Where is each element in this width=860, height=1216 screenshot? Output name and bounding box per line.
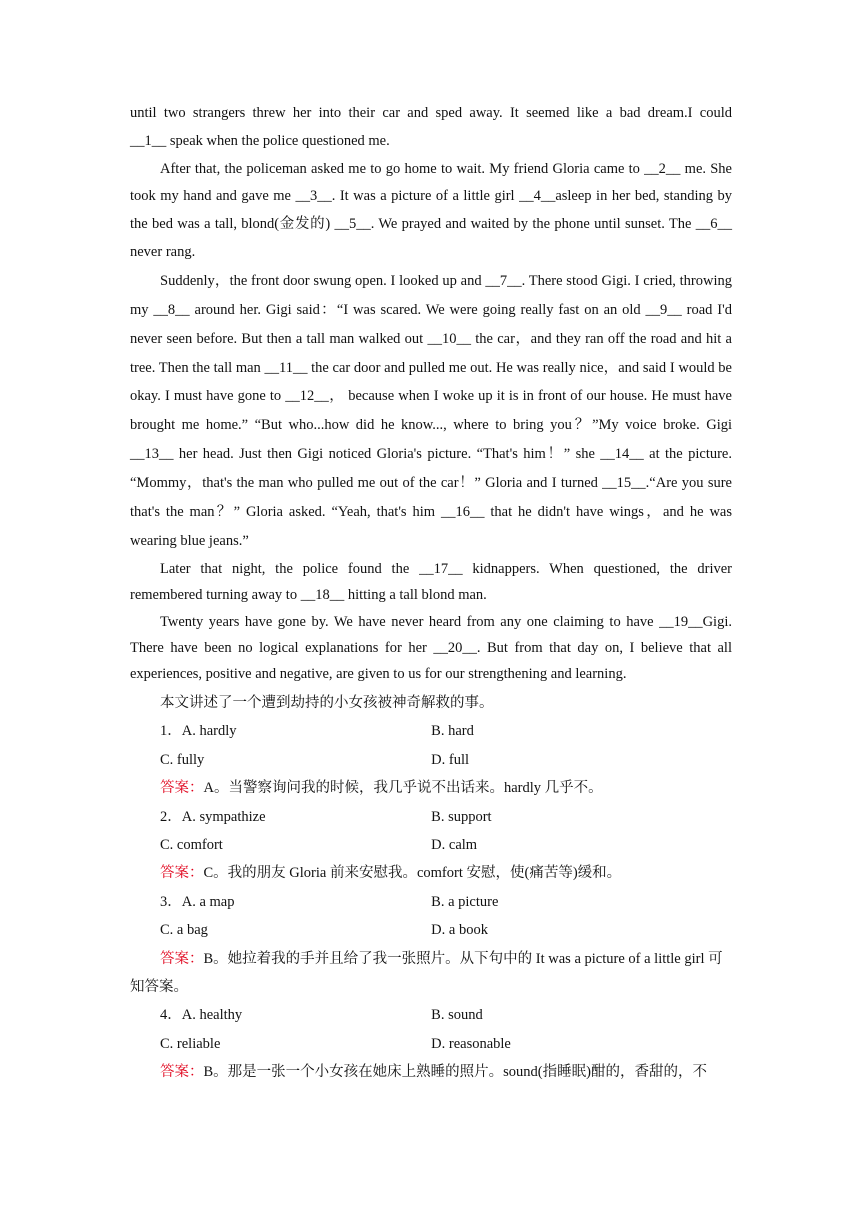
answer-text: B。她拉着我的手并且给了我一张照片。从下句中的 It was a picture of a little girl 可知答案。	[130, 950, 723, 996]
answer-label: 答案：	[160, 1064, 204, 1081]
answer-line	[130, 859, 732, 887]
option-c: C. reliable	[160, 1035, 221, 1052]
option-row	[130, 888, 732, 916]
passage-paragraph: After that, the policeman asked me to go home to wait. My friend Gloria came to __2__ me. She took my hand and gave me __3__. It was a picture of a little girl __4__asleep in her bed, standing by the bed was a tall, blond(金发的) __5__. We prayed and waited by the phone until sunset. The __6__ never rang.	[130, 160, 732, 260]
answer-line	[130, 774, 732, 802]
option-row	[130, 916, 732, 944]
answer-line	[130, 945, 732, 1002]
question-number: 1．	[160, 723, 182, 740]
question-block	[130, 717, 732, 802]
option-row	[130, 831, 732, 859]
question-number: 2．	[160, 808, 182, 825]
passage-summary: 本文讲述了一个遭到劫持的小女孩被神奇解救的事。	[160, 695, 494, 712]
answer-text: A。当警察询问我的时候，我几乎说不出话来。hardly 几乎不。	[203, 780, 603, 797]
answer-line	[130, 1058, 732, 1086]
answer-label: 答案：	[160, 865, 204, 882]
option-d: D. reasonable	[431, 1035, 511, 1052]
question-number: 4．	[160, 1007, 182, 1024]
option-row	[130, 1030, 732, 1058]
option-d: D. a book	[431, 922, 488, 939]
passage-line: __1__ speak when the police questioned me.	[130, 132, 390, 149]
option-a: 2．A. sympathize	[160, 808, 266, 825]
document-page	[130, 100, 732, 1087]
passage-paragraph: Suddenly，the front door swung open. I looked up and __7__. There stood Gigi. I cried, throwing my __8__ around her. Gigi said：“I was scared. We were going really fast on an old __9__ road I'd never seen before. But then a tall man walked out __10__ the car，and they ran off the road and hit a tree. Then the tall man __11__ the car door and pulled me out. He was really nice，and said I would be okay. I must have gone to __12__， because when I woke up it is in front of our house. He must have brought me home.” “But who...how did he know..., where to bring you？”My voice broke. Gigi __13__ her head. Just then Gigi noticed Gloria's picture. “That's him！” she __14__ at the picture. “Mommy，that's the man who pulled me out of the car！” Gloria and I turned __15__.“Are you sure that's the man？” Gloria asked. “Yeah, that's him __16__ that he didn't have wings，and he was wearing blue jeans.”	[130, 272, 732, 549]
passage-paragraph: Twenty years have gone by. We have never heard from any one claiming to have __19__Gigi. There have been no logical explanations for her __20__. But from that day on, I believe that all experiences, positive and negative, are given to us for our strengthening and learning.	[130, 613, 732, 683]
option-a: 3．A. a map	[160, 893, 235, 910]
passage-line: until two strangers threw her into their car and sped away. It seemed like a bad dream.I could	[130, 105, 732, 121]
answer-text: B。那是一张一个小女孩在她床上熟睡的照片。sound(指睡眠)酣的，香甜的，不	[203, 1064, 707, 1081]
option-d: D. full	[431, 751, 470, 768]
option-a: 1．A. hardly	[160, 723, 237, 740]
option-row	[130, 803, 732, 831]
question-block	[130, 1001, 732, 1086]
option-c: C. a bag	[160, 922, 208, 939]
question-block	[130, 888, 732, 1002]
option-d: D. calm	[431, 837, 478, 854]
option-c: C. fully	[160, 751, 205, 768]
option-row	[130, 717, 732, 745]
option-row	[130, 1001, 732, 1029]
option-b: B. hard	[431, 723, 474, 740]
question-number: 3．	[160, 893, 182, 910]
answer-label: 答案：	[160, 780, 204, 797]
option-b: B. sound	[431, 1007, 483, 1024]
option-a: 4．A. healthy	[160, 1007, 243, 1024]
answer-text: C。我的朋友 Gloria 前来安慰我。comfort 安慰，使(痛苦等)缓和。	[203, 865, 622, 882]
option-b: B. a picture	[431, 893, 499, 910]
option-row	[130, 746, 732, 774]
option-b: B. support	[431, 808, 492, 825]
passage-paragraph: Later that night, the police found the __17__ kidnappers. When questioned, the driver remembered turning away to __18__ hitting a tall blond man.	[130, 560, 732, 604]
answer-label: 答案：	[160, 950, 204, 967]
option-c: C. comfort	[160, 837, 223, 854]
question-block	[130, 803, 732, 888]
